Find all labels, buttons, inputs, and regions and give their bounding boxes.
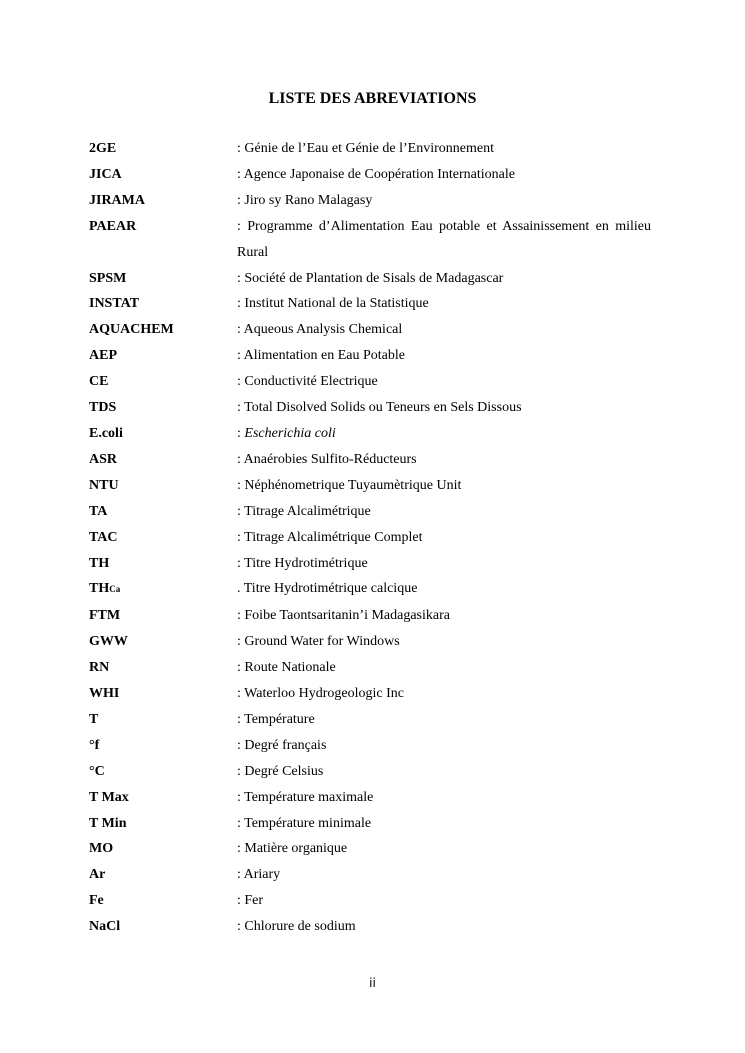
abbreviation-term-text: PAEAR — [89, 218, 137, 234]
abbreviation-row — [89, 291, 651, 317]
abbreviation-row — [89, 525, 651, 551]
abbreviation-row — [89, 136, 651, 162]
abbreviation-definition: : Température maximale — [237, 789, 374, 805]
abbreviation-row — [89, 733, 651, 759]
abbreviation-row — [89, 629, 651, 655]
abbreviation-definition-prefix: : — [237, 425, 245, 441]
abbreviation-definition: : Chlorure de sodium — [237, 919, 356, 935]
abbreviation-term — [89, 188, 237, 214]
abbreviation-term-text: °f — [89, 737, 100, 753]
abbreviation-row — [89, 655, 651, 681]
abbreviation-definition: : Titrage Alcalimétrique Complet — [237, 529, 423, 545]
page-title: LISTE DES ABREVIATIONS — [268, 90, 477, 107]
abbreviation-definition: : Degré Celsius — [237, 763, 324, 779]
abbreviation-definition: : Ariary — [237, 867, 281, 883]
abbreviation-term — [89, 811, 237, 837]
abbreviation-definition: : Fer — [237, 893, 264, 909]
abbreviation-term-text: AEP — [89, 348, 117, 364]
abbreviation-definition: : Programme d’Alimentation Eau potable et Assainissement en milieu Rural — [237, 218, 651, 260]
abbreviation-term-text: NTU — [89, 477, 119, 493]
abbreviation-row — [89, 473, 651, 499]
abbreviation-term — [89, 862, 237, 888]
abbreviation-term — [89, 785, 237, 811]
abbreviation-definition: : Titre Hydrotimétrique — [237, 555, 368, 571]
abbreviation-definition: : Néphénometrique Tuyaumètrique Unit — [237, 477, 462, 493]
abbreviation-term-text: TDS — [89, 400, 117, 416]
abbreviation-term-text: Ar — [89, 867, 106, 883]
abbreviation-term-text: ASR — [89, 451, 118, 467]
abbreviation-row — [89, 759, 651, 785]
abbreviation-definition: : Génie de l’Eau et Génie de l’Environnement — [237, 141, 494, 156]
abbreviation-term — [89, 681, 237, 707]
abbreviation-row — [89, 785, 651, 811]
abbreviation-term-text: SPSM — [89, 270, 127, 286]
abbreviation-term-text: INSTAT — [89, 296, 140, 312]
abbreviation-row — [89, 499, 651, 525]
abbreviation-definition: : Jiro sy Rano Malagasy — [237, 192, 373, 208]
abbreviation-row — [89, 576, 651, 603]
abbreviation-row — [89, 914, 651, 940]
abbreviation-row — [89, 603, 651, 629]
abbreviation-row — [89, 811, 651, 837]
abbreviation-term — [89, 576, 237, 603]
abbreviation-definition: : Degré français — [237, 737, 327, 753]
abbreviation-term — [89, 136, 237, 162]
abbreviation-term-text: 2GE — [89, 141, 117, 156]
abbreviation-term — [89, 733, 237, 759]
abbreviation-term-text: T Max — [89, 789, 129, 805]
abbreviation-term — [89, 473, 237, 499]
abbreviation-definition: : Société de Plantation de Sisals de Madagascar — [237, 270, 504, 286]
abbreviation-term — [89, 395, 237, 421]
abbreviation-term — [89, 291, 237, 317]
abbreviation-term-text: JIRAMA — [89, 192, 145, 208]
abbreviation-definition: : Agence Japonaise de Coopération Internationale — [237, 166, 515, 182]
abbreviation-term — [89, 707, 237, 733]
abbreviation-term — [89, 343, 237, 369]
abbreviation-definition: : Température minimale — [237, 815, 372, 831]
abbreviation-definition: : Route Nationale — [237, 660, 336, 676]
abbreviation-row — [89, 862, 651, 888]
abbreviation-term-text: GWW — [89, 634, 128, 650]
abbreviation-list — [89, 136, 651, 940]
abbreviation-definition: : Température — [237, 711, 315, 727]
abbreviation-term-text: TAC — [89, 529, 118, 545]
abbreviation-term-text: TH — [89, 581, 110, 597]
abbreviation-row — [89, 888, 651, 914]
abbreviation-definition: : Anaérobies Sulfito-Réducteurs — [237, 451, 417, 467]
abbreviation-term-text: °C — [89, 763, 105, 779]
abbreviation-definition-italic: Escherichia coli — [244, 425, 336, 441]
abbreviation-row — [89, 369, 651, 395]
abbreviation-definition: : Matière organique — [237, 841, 348, 857]
abbreviation-term — [89, 551, 237, 577]
abbreviation-definition: . Titre Hydrotimétrique calcique — [237, 581, 418, 597]
abbreviation-term-text: MO — [89, 841, 114, 857]
abbreviation-row — [89, 836, 651, 862]
abbreviation-term — [89, 499, 237, 525]
abbreviation-term-text: E.coli — [89, 425, 123, 441]
abbreviation-term — [89, 447, 237, 473]
abbreviation-term — [89, 655, 237, 681]
abbreviation-term — [89, 421, 237, 447]
abbreviation-term-text: AQUACHEM — [89, 322, 174, 338]
abbreviation-definition: : Ground Water for Windows — [237, 634, 400, 650]
abbreviation-row — [89, 421, 651, 447]
abbreviation-term — [89, 888, 237, 914]
abbreviation-term — [89, 369, 237, 395]
abbreviation-row — [89, 214, 651, 266]
abbreviation-term-text: T Min — [89, 815, 127, 831]
abbreviation-term — [89, 603, 237, 629]
abbreviation-term — [89, 525, 237, 551]
abbreviation-term — [89, 317, 237, 343]
abbreviation-definition: : Conductivité Electrique — [237, 374, 378, 390]
abbreviation-term-text: NaCl — [89, 919, 121, 935]
abbreviation-definition: : Titrage Alcalimétrique — [237, 503, 371, 519]
abbreviation-term-text: T — [89, 711, 99, 727]
abbreviation-term — [89, 629, 237, 655]
abbreviation-term-text: Fe — [89, 893, 104, 909]
abbreviation-definition: : Institut National de la Statistique — [237, 296, 429, 312]
abbreviation-term-text: RN — [89, 660, 110, 676]
abbreviation-term — [89, 214, 237, 240]
abbreviation-term — [89, 914, 237, 940]
abbreviation-row — [89, 681, 651, 707]
abbreviation-term-text: CE — [89, 374, 109, 390]
abbreviation-definition: : Foibe Taontsaritanin’i Madagasikara — [237, 608, 450, 624]
abbreviation-definition: : Alimentation en Eau Potable — [237, 348, 405, 364]
abbreviation-term — [89, 266, 237, 292]
abbreviation-row — [89, 447, 651, 473]
abbreviation-term-text: WHI — [89, 686, 120, 702]
abbreviation-row — [89, 188, 651, 214]
abbreviation-definition: : Waterloo Hydrogeologic Inc — [237, 686, 404, 702]
abbreviation-term-subscript: Ca — [109, 584, 121, 595]
abbreviation-term — [89, 162, 237, 188]
abbreviation-term-text: JICA — [89, 166, 122, 182]
abbreviation-row — [89, 343, 651, 369]
abbreviation-definition — [237, 421, 651, 447]
abbreviation-term — [89, 759, 237, 785]
abbreviation-definition: : Total Disolved Solids ou Teneurs en Sels Dissous — [237, 400, 522, 416]
abbreviation-term-text: TA — [89, 503, 108, 519]
abbreviation-row — [89, 317, 651, 343]
abbreviation-term-text: TH — [89, 555, 110, 571]
abbreviation-row — [89, 707, 651, 733]
abbreviation-row — [89, 551, 651, 577]
abbreviation-definition: : Aqueous Analysis Chemical — [237, 322, 403, 338]
abbreviation-row — [89, 266, 651, 292]
abbreviation-row — [89, 395, 651, 421]
abbreviation-term — [89, 836, 237, 862]
abbreviation-term-text: FTM — [89, 608, 121, 624]
page-number: ii — [369, 976, 376, 990]
abbreviation-row — [89, 162, 651, 188]
